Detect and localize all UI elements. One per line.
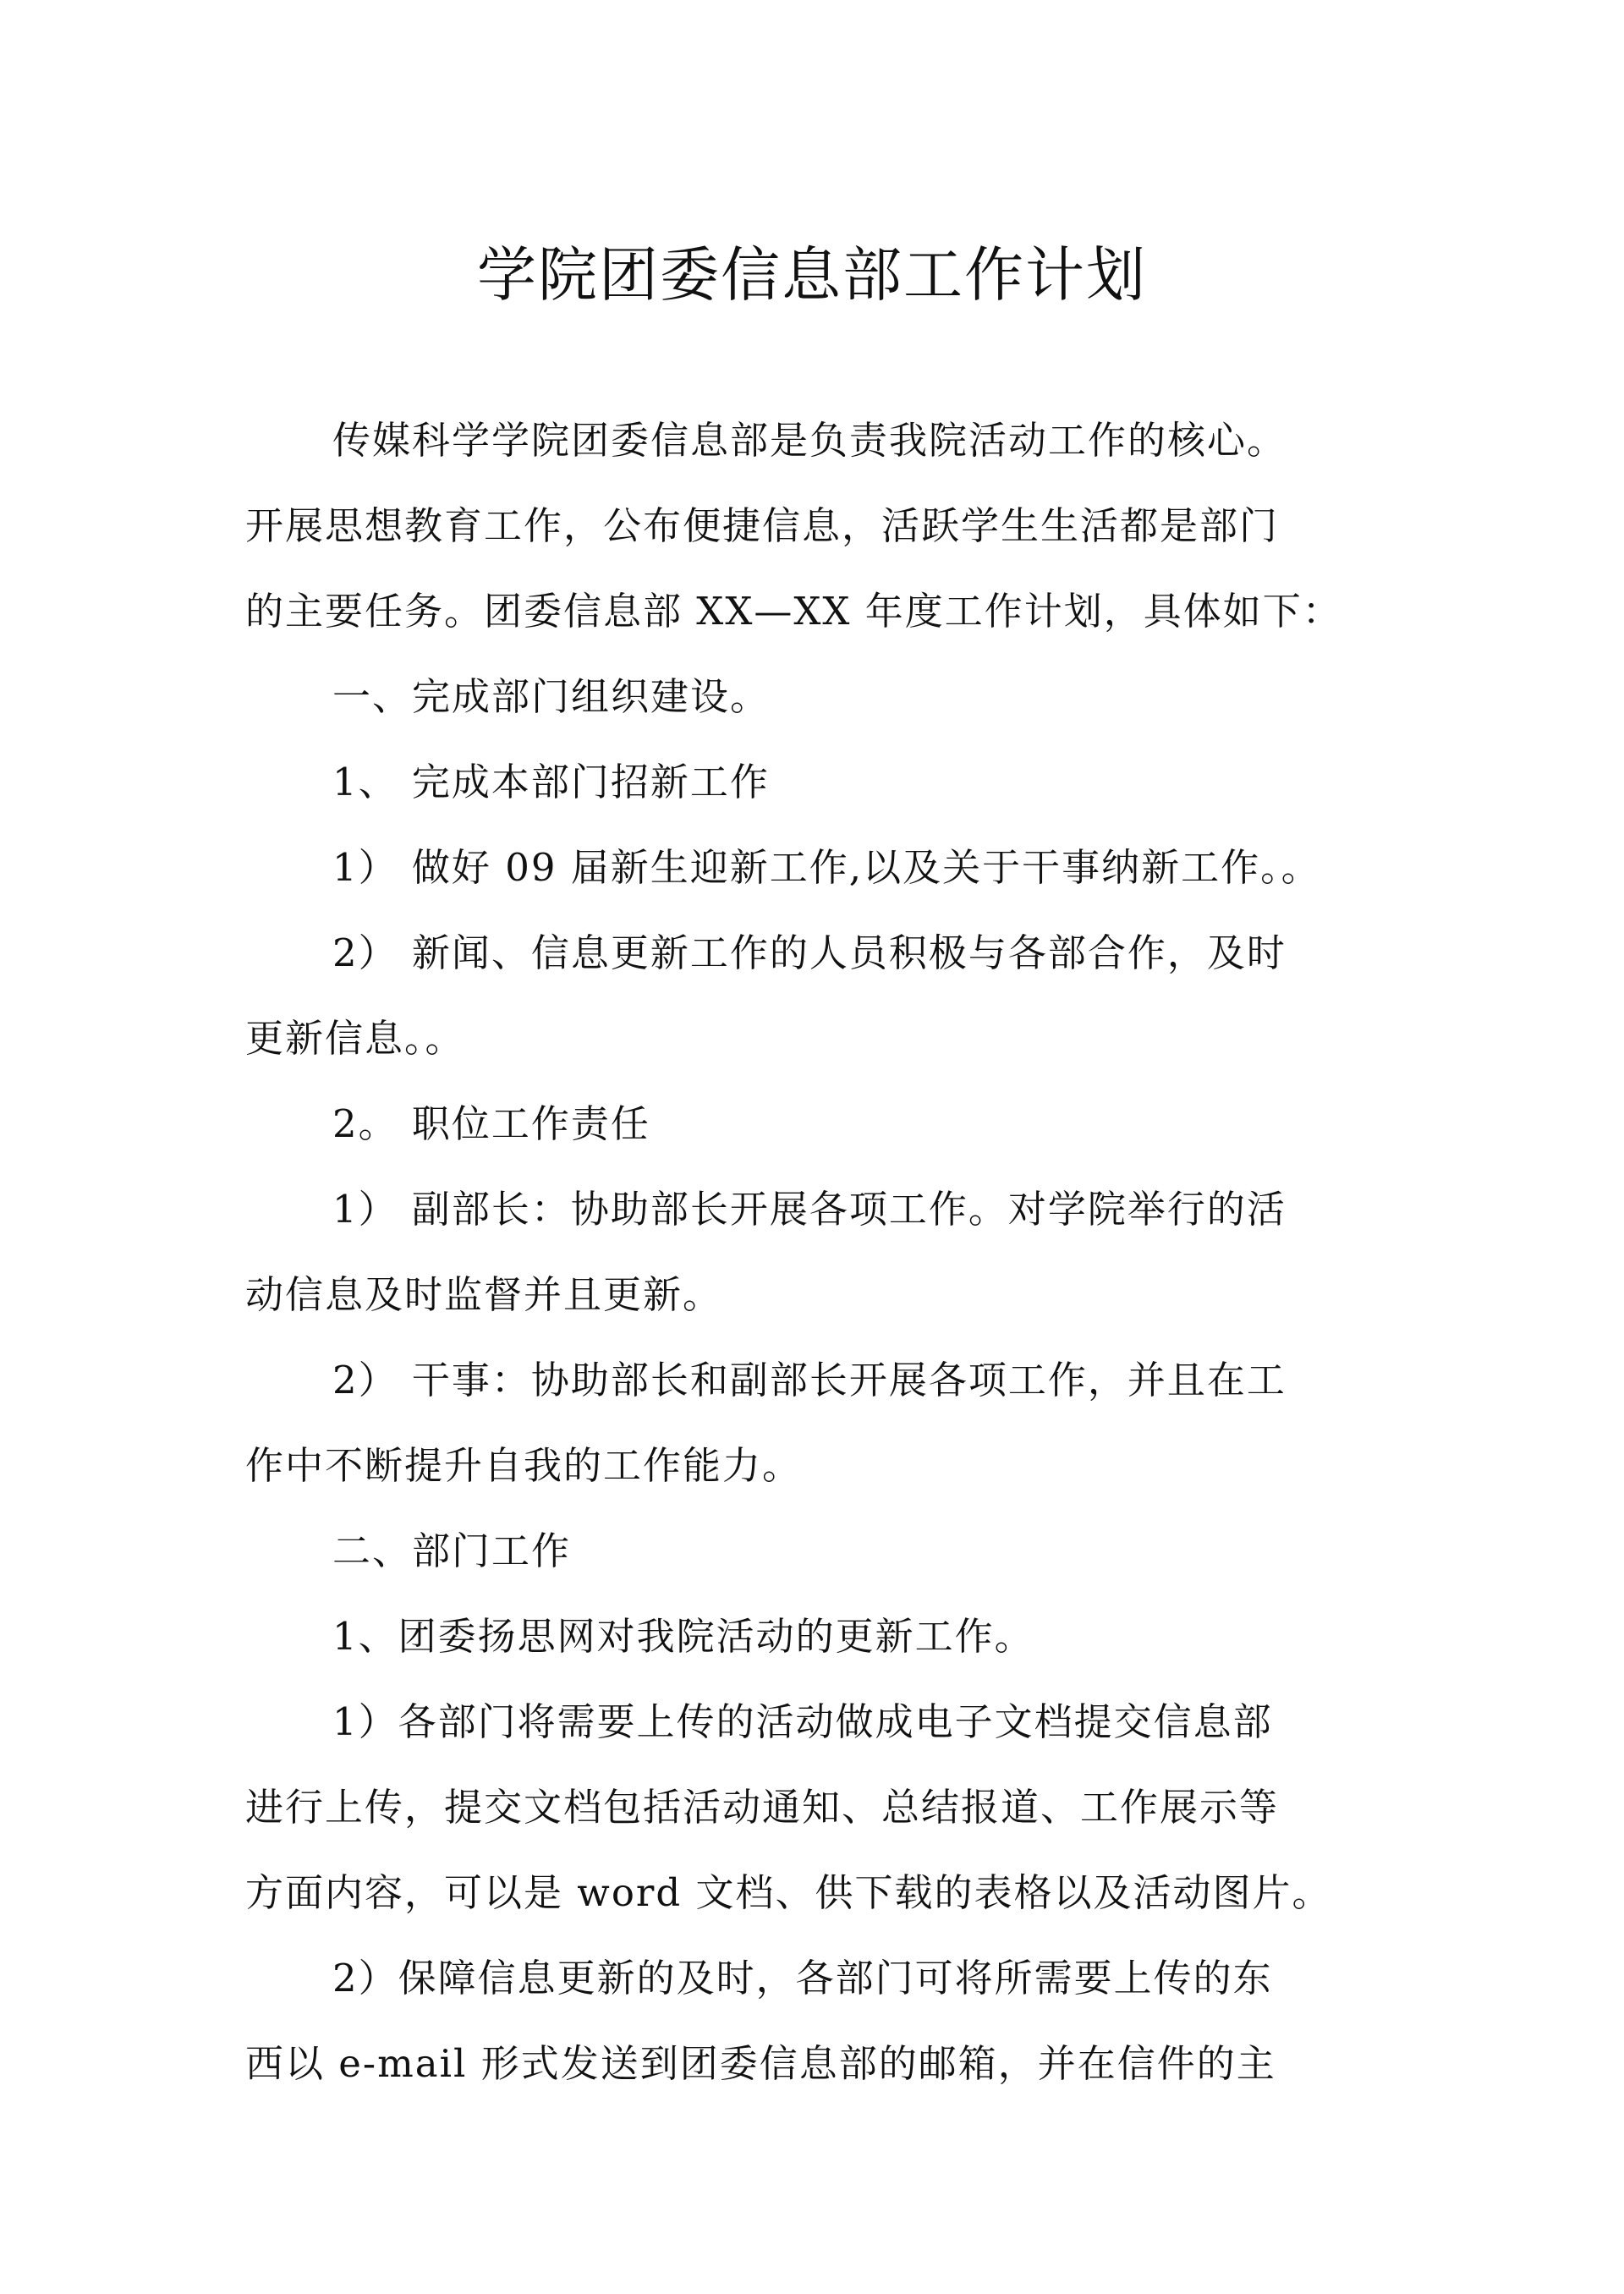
text-line: 进行上传，提交文档包括活动通知、总结报道、工作展示等 bbox=[245, 1785, 1280, 1830]
text-line: 2） 新闻、信息更新工作的人员积极与各部合作，及时 bbox=[332, 930, 1287, 975]
text-line: 2） 干事：协助部长和副部长开展各项工作，并且在工 bbox=[332, 1358, 1287, 1402]
text-line: 方面内容，可以是 word 文档、供下载的表格以及活动图片。 bbox=[245, 1870, 1332, 1915]
document-body bbox=[245, 398, 1379, 2106]
text-line: 2。 职位工作责任 bbox=[332, 1101, 650, 1146]
text-line: 更新信息。。 bbox=[245, 1016, 465, 1061]
text-line: 1） 副部长：协助部长开展各项工作。对学院举行的活 bbox=[332, 1187, 1287, 1232]
text-line: 1） 做好 09 届新生迎新工作,以及关于干事纳新工作。。 bbox=[332, 845, 1321, 890]
text-line: 一、完成部门组织建设。 bbox=[332, 674, 771, 719]
text-line: 动信息及时监督并且更新。 bbox=[245, 1272, 723, 1317]
text-line: 二、部门工作 bbox=[332, 1528, 572, 1573]
text-line: 作中不断提升自我的工作能力。 bbox=[245, 1443, 803, 1488]
text-line: 开展思想教育工作，公布便捷信息，活跃学生生活都是部门 bbox=[245, 503, 1280, 548]
text-line: 西以 e-mail 形式发送到团委信息部的邮箱，并在信件的主 bbox=[245, 2041, 1276, 2086]
text-line: 传媒科学学院团委信息部是负责我院活动工作的核心。 bbox=[332, 418, 1287, 463]
text-line: 1）各部门将需要上传的活动做成电子文档提交信息部 bbox=[332, 1699, 1273, 1744]
document-title: 学院团委信息部工作计划 bbox=[477, 239, 1147, 310]
text-line: 1、 完成本部门招新工作 bbox=[332, 760, 770, 804]
text-line: 2）保障信息更新的及时，各部门可将所需要上传的东 bbox=[332, 1956, 1273, 2000]
text-line: 的主要任务。团委信息部 XX—XX 年度工作计划，具体如下： bbox=[245, 589, 1342, 634]
text-line: 1、团委扬思网对我院活动的更新工作。 bbox=[332, 1614, 1034, 1659]
